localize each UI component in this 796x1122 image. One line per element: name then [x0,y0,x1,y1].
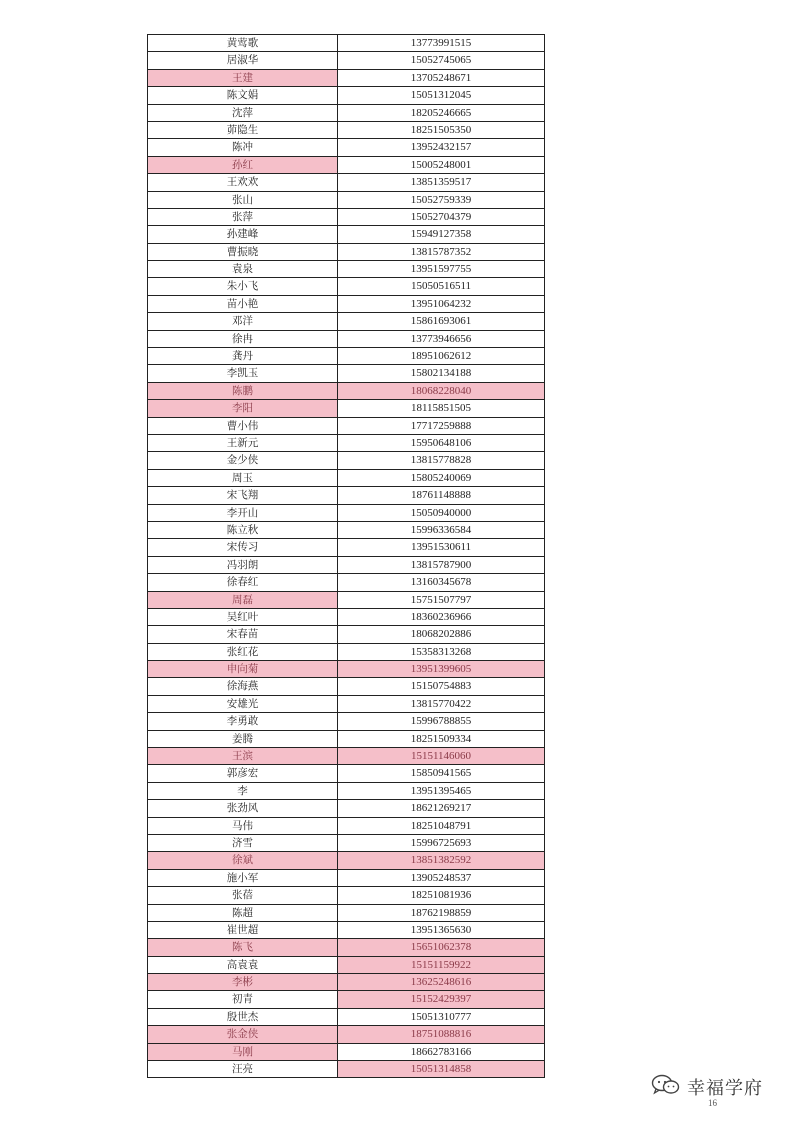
table-row [148,244,545,261]
name-cell: 邓洋 [148,313,338,330]
name-cell: 孙建峰 [148,226,338,243]
name-cell: 陈立秋 [148,522,338,539]
name-cell: 宋飞翔 [148,487,338,504]
name-cell: 殷世杰 [148,1009,338,1026]
phone-cell: 13951365630 [338,922,545,939]
table-row [148,435,545,452]
phone-cell: 13951399605 [338,661,545,678]
table-row [148,574,545,591]
table-row [148,522,545,539]
phone-cell: 15052745065 [338,52,545,69]
name-cell: 宋传习 [148,539,338,556]
name-cell: 徐冉 [148,331,338,348]
table-row [148,870,545,887]
table-row [148,261,545,278]
name-cell: 汪亮 [148,1061,338,1078]
table-row [148,800,545,817]
table-row [148,626,545,643]
name-cell: 张劲风 [148,800,338,817]
table-row [148,1009,545,1026]
table-row [148,1026,545,1043]
name-cell: 陈文娟 [148,87,338,104]
table-row [148,1044,545,1061]
phone-cell: 18662783166 [338,1044,545,1061]
phone-cell: 18360236966 [338,609,545,626]
name-cell: 朱小飞 [148,278,338,295]
table-row [148,70,545,87]
name-cell: 冯羽朗 [148,557,338,574]
table-row [148,731,545,748]
table-row [148,783,545,800]
name-cell: 周磊 [148,592,338,609]
table-row [148,592,545,609]
phone-cell: 15949127358 [338,226,545,243]
table-row [148,52,545,69]
phone-cell: 13851359517 [338,174,545,191]
name-cell: 袁泉 [148,261,338,278]
name-cell: 徐春红 [148,574,338,591]
table-row [148,991,545,1008]
phone-cell: 18751088816 [338,1026,545,1043]
name-cell: 张金侠 [148,1026,338,1043]
table-row [148,939,545,956]
name-cell: 郭彦宏 [148,765,338,782]
table-row [148,609,545,626]
phone-cell: 15050516511 [338,278,545,295]
name-cell: 施小军 [148,870,338,887]
phone-cell: 17717259888 [338,418,545,435]
table-row [148,1061,545,1078]
table-row [148,661,545,678]
phone-cell: 15005248001 [338,157,545,174]
phone-cell: 15051310777 [338,1009,545,1026]
name-cell: 张蓓 [148,887,338,904]
name-cell: 王建 [148,70,338,87]
table-row [148,887,545,904]
table-row [148,331,545,348]
phone-cell: 13951530611 [338,539,545,556]
phone-cell: 18251505350 [338,122,545,139]
phone-cell: 15996788855 [338,713,545,730]
phone-cell: 13951064232 [338,296,545,313]
phone-cell: 18251048791 [338,818,545,835]
phone-cell: 13905248537 [338,870,545,887]
name-cell: 陈超 [148,905,338,922]
name-cell: 张红花 [148,644,338,661]
table-row [148,539,545,556]
table-row [148,139,545,156]
phone-cell: 13851382592 [338,852,545,869]
name-cell: 曹小伟 [148,418,338,435]
table-row [148,487,545,504]
phone-cell: 13952432157 [338,139,545,156]
table-row [148,470,545,487]
phone-cell: 13951597755 [338,261,545,278]
phone-cell: 18251081936 [338,887,545,904]
table-row [148,852,545,869]
contact-table [147,34,545,1078]
table-row [148,452,545,469]
name-cell: 陈冲 [148,139,338,156]
table-row [148,974,545,991]
phone-cell: 13815787352 [338,244,545,261]
phone-cell: 13773946656 [338,331,545,348]
table-row [148,105,545,122]
table-row [148,365,545,382]
table-row [148,644,545,661]
name-cell: 王滨 [148,748,338,765]
name-cell: 崔世超 [148,922,338,939]
table-row [148,192,545,209]
phone-cell: 18761148888 [338,487,545,504]
name-cell: 徐海燕 [148,678,338,695]
phone-cell: 18251509334 [338,731,545,748]
phone-cell: 15950648106 [338,435,545,452]
table-row [148,696,545,713]
phone-cell: 18115851505 [338,400,545,417]
table-row [148,348,545,365]
phone-cell: 15805240069 [338,470,545,487]
name-cell: 居淑华 [148,52,338,69]
table-row [148,174,545,191]
name-cell: 周玉 [148,470,338,487]
phone-cell: 18068228040 [338,383,545,400]
name-cell: 李开山 [148,505,338,522]
name-cell: 陈飞 [148,939,338,956]
phone-cell: 13815770422 [338,696,545,713]
name-cell: 李阳 [148,400,338,417]
table-row [148,418,545,435]
name-cell: 高袁袁 [148,957,338,974]
phone-cell: 15150754883 [338,678,545,695]
phone-cell: 18205246665 [338,105,545,122]
phone-cell: 15051312045 [338,87,545,104]
table-row [148,383,545,400]
table-row [148,748,545,765]
table-row [148,905,545,922]
name-cell: 申向菊 [148,661,338,678]
name-cell: 徐斌 [148,852,338,869]
phone-cell: 15152429397 [338,991,545,1008]
name-cell: 吴红叶 [148,609,338,626]
phone-cell: 13625248616 [338,974,545,991]
name-cell: 姜腾 [148,731,338,748]
phone-cell: 13705248671 [338,70,545,87]
table-row [148,122,545,139]
phone-cell: 15850941565 [338,765,545,782]
name-cell: 沈萍 [148,105,338,122]
name-cell: 曹振晓 [148,244,338,261]
phone-cell: 18762198859 [338,905,545,922]
name-cell: 金少侠 [148,452,338,469]
phone-cell: 13815778828 [338,452,545,469]
phone-cell: 18621269217 [338,800,545,817]
phone-cell: 15051314858 [338,1061,545,1078]
page-number: 16 [708,1098,717,1108]
name-cell: 王欢欢 [148,174,338,191]
wechat-icon [651,1074,681,1100]
phone-cell: 15996336584 [338,522,545,539]
table-row [148,35,545,52]
name-cell: 龚丹 [148,348,338,365]
name-cell: 茆隐生 [148,122,338,139]
phone-cell: 18951062612 [338,348,545,365]
table-row [148,157,545,174]
phone-cell: 18068202886 [338,626,545,643]
table-row [148,313,545,330]
table-row [148,296,545,313]
name-cell: 马刚 [148,1044,338,1061]
table-row [148,765,545,782]
name-cell: 黄莺歌 [148,35,338,52]
table-row [148,922,545,939]
phone-cell: 15151159922 [338,957,545,974]
phone-cell: 15151146060 [338,748,545,765]
phone-cell: 13815787900 [338,557,545,574]
table-row [148,957,545,974]
phone-cell: 15751507797 [338,592,545,609]
table-row [148,226,545,243]
table-row [148,87,545,104]
table-row [148,713,545,730]
table-row [148,557,545,574]
name-cell: 张山 [148,192,338,209]
table-row [148,209,545,226]
table-row [148,678,545,695]
phone-cell: 15358313268 [338,644,545,661]
watermark-text: 幸福学府 [687,1078,763,1099]
phone-cell: 15861693061 [338,313,545,330]
name-cell: 李彬 [148,974,338,991]
table-row [148,818,545,835]
phone-cell: 15651062378 [338,939,545,956]
watermark [651,1074,763,1100]
phone-cell: 15052759339 [338,192,545,209]
phone-cell: 13773991515 [338,35,545,52]
name-cell: 宋春苗 [148,626,338,643]
name-cell: 初青 [148,991,338,1008]
table-row [148,505,545,522]
phone-cell: 15996725693 [338,835,545,852]
name-cell: 张萍 [148,209,338,226]
phone-cell: 13951395465 [338,783,545,800]
name-cell: 王新元 [148,435,338,452]
table-row [148,835,545,852]
name-cell: 李 [148,783,338,800]
table-row [148,278,545,295]
name-cell: 安雄光 [148,696,338,713]
phone-cell: 15802134188 [338,365,545,382]
name-cell: 马伟 [148,818,338,835]
phone-cell: 13160345678 [338,574,545,591]
name-cell: 苗小艳 [148,296,338,313]
phone-cell: 15050940000 [338,505,545,522]
phone-cell: 15052704379 [338,209,545,226]
name-cell: 李凯玉 [148,365,338,382]
name-cell: 孙红 [148,157,338,174]
name-cell: 陈鹏 [148,383,338,400]
name-cell: 济雪 [148,835,338,852]
name-cell: 李勇敢 [148,713,338,730]
table-row [148,400,545,417]
